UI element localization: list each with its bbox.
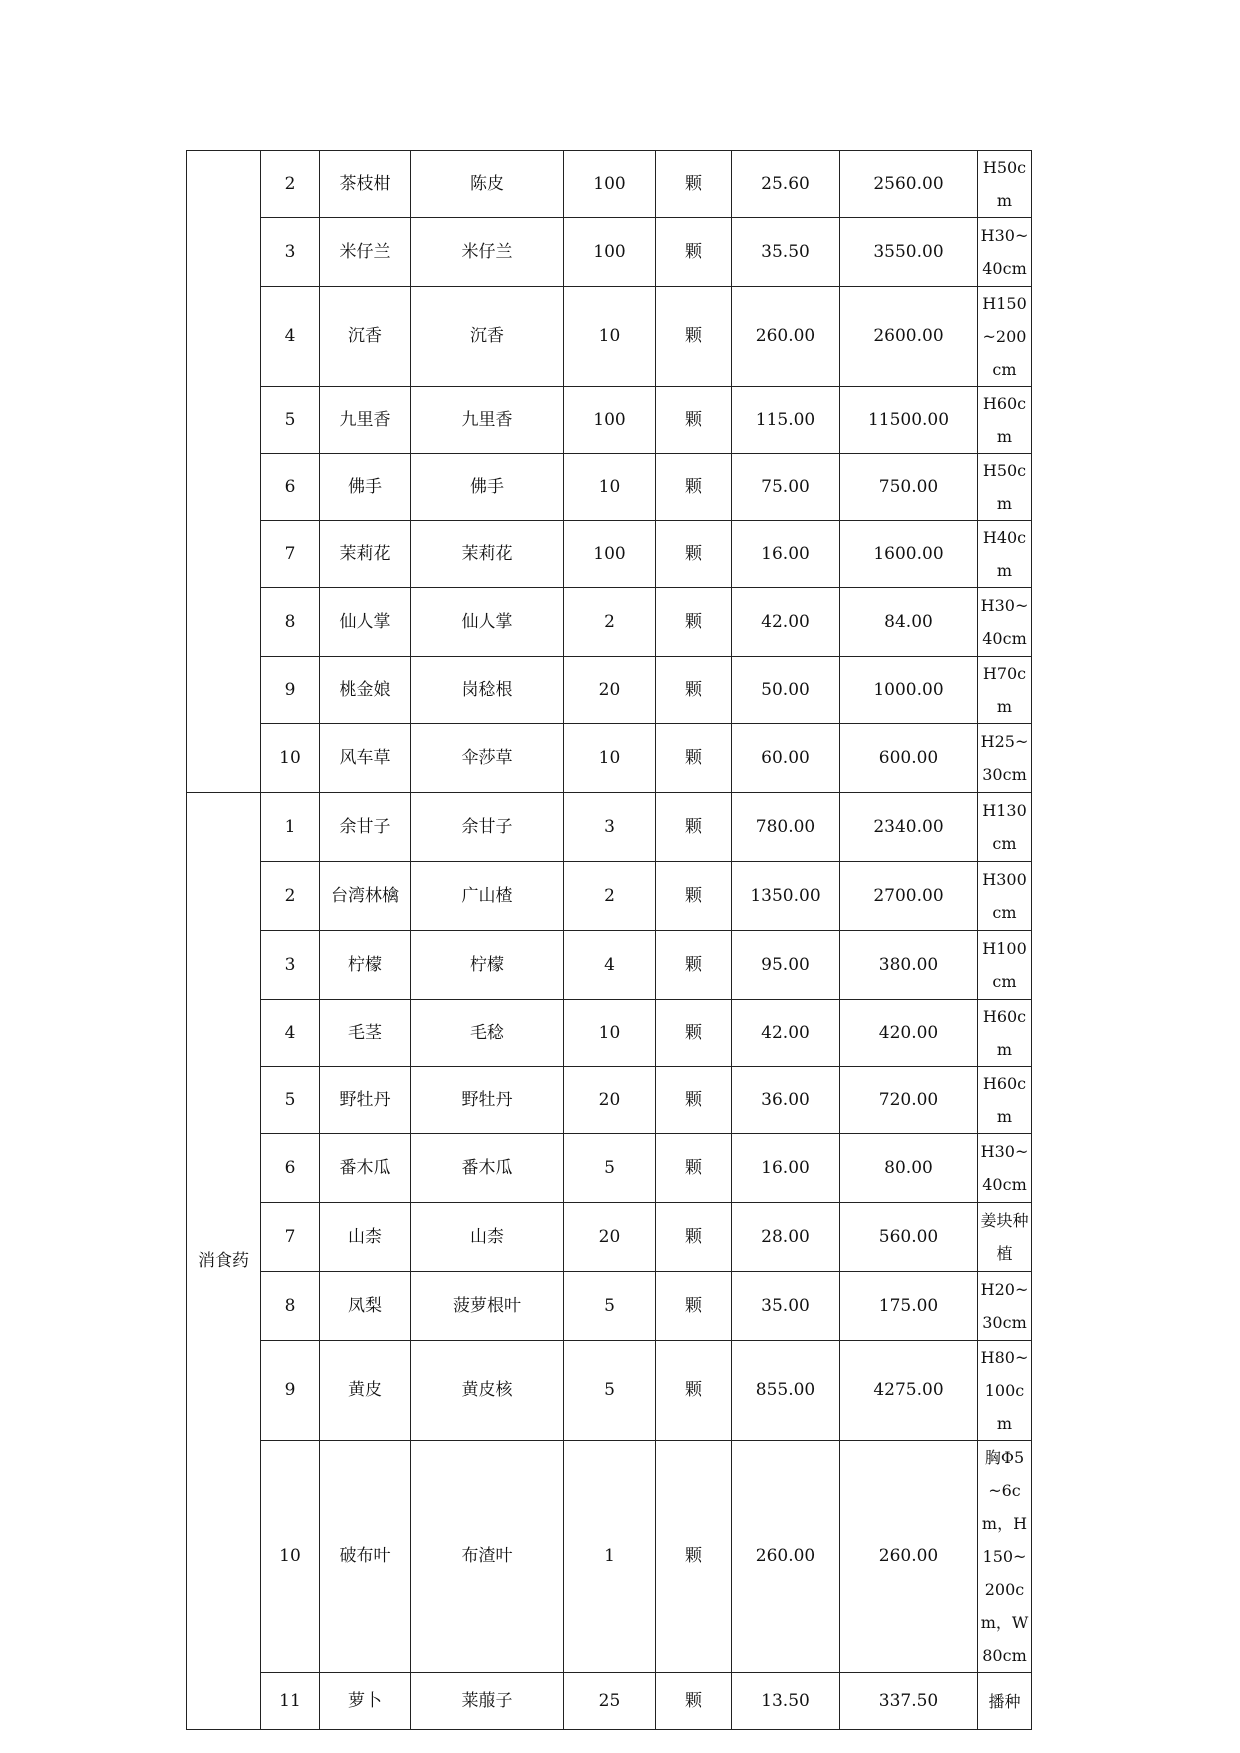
specification-cell: H30~40cm [978, 1134, 1032, 1203]
table-row [187, 724, 1032, 793]
table-row [187, 793, 1032, 862]
unit-price-cell: 25.60 [732, 151, 840, 218]
table-row [187, 1673, 1032, 1730]
total-price-cell: 1600.00 [840, 521, 978, 588]
row-number-cell: 7 [261, 1203, 320, 1272]
quantity-cell: 1 [564, 1441, 656, 1673]
table-row [187, 1067, 1032, 1134]
medicinal-name-cell: 余甘子 [411, 793, 564, 862]
unit-cell: 颗 [656, 287, 732, 387]
specification-cell: H80~100cm [978, 1341, 1032, 1441]
medicinal-name-cell: 佛手 [411, 454, 564, 521]
total-price-cell: 175.00 [840, 1272, 978, 1341]
unit-price-cell: 35.50 [732, 218, 840, 287]
total-price-cell: 11500.00 [840, 387, 978, 454]
specification-cell: H60cm [978, 1000, 1032, 1067]
row-number-cell: 4 [261, 1000, 320, 1067]
unit-cell: 颗 [656, 1134, 732, 1203]
total-price-cell: 260.00 [840, 1441, 978, 1673]
unit-price-cell: 50.00 [732, 657, 840, 724]
total-price-cell: 2700.00 [840, 862, 978, 931]
row-number-cell: 10 [261, 724, 320, 793]
table-row [187, 287, 1032, 387]
unit-cell: 颗 [656, 724, 732, 793]
unit-cell: 颗 [656, 862, 732, 931]
unit-price-cell: 42.00 [732, 588, 840, 657]
total-price-cell: 4275.00 [840, 1341, 978, 1441]
table-row [187, 218, 1032, 287]
unit-cell: 颗 [656, 588, 732, 657]
specification-cell: 姜块种植 [978, 1203, 1032, 1272]
unit-cell: 颗 [656, 793, 732, 862]
medicinal-name-cell: 陈皮 [411, 151, 564, 218]
specification-cell: H300cm [978, 862, 1032, 931]
row-number-cell: 6 [261, 1134, 320, 1203]
table-row [187, 931, 1032, 1000]
medicinal-name-cell: 番木瓜 [411, 1134, 564, 1203]
unit-price-cell: 260.00 [732, 287, 840, 387]
table-row [187, 387, 1032, 454]
unit-cell: 颗 [656, 454, 732, 521]
total-price-cell: 2600.00 [840, 287, 978, 387]
plant-name-cell: 仙人掌 [320, 588, 411, 657]
quantity-cell: 25 [564, 1673, 656, 1730]
quantity-cell: 100 [564, 151, 656, 218]
specification-cell: 播种 [978, 1673, 1032, 1730]
unit-cell: 颗 [656, 1341, 732, 1441]
row-number-cell: 7 [261, 521, 320, 588]
row-number-cell: 10 [261, 1441, 320, 1673]
unit-cell: 颗 [656, 1203, 732, 1272]
quantity-cell: 10 [564, 1000, 656, 1067]
table-row [187, 1203, 1032, 1272]
unit-price-cell: 75.00 [732, 454, 840, 521]
total-price-cell: 560.00 [840, 1203, 978, 1272]
plant-name-cell: 凤梨 [320, 1272, 411, 1341]
plant-name-cell: 桃金娘 [320, 657, 411, 724]
unit-price-cell: 13.50 [732, 1673, 840, 1730]
quantity-cell: 5 [564, 1341, 656, 1441]
unit-cell: 颗 [656, 151, 732, 218]
specification-cell: H20~30cm [978, 1272, 1032, 1341]
specification-cell: H50cm [978, 454, 1032, 521]
table-row [187, 1134, 1032, 1203]
unit-cell: 颗 [656, 1441, 732, 1673]
unit-cell: 颗 [656, 387, 732, 454]
plant-name-cell: 风车草 [320, 724, 411, 793]
medicinal-name-cell: 柠檬 [411, 931, 564, 1000]
unit-price-cell: 780.00 [732, 793, 840, 862]
table-row [187, 862, 1032, 931]
plant-name-cell: 破布叶 [320, 1441, 411, 1673]
specification-cell: H150~200cm [978, 287, 1032, 387]
quantity-cell: 3 [564, 793, 656, 862]
plant-name-cell: 九里香 [320, 387, 411, 454]
table-row [187, 454, 1032, 521]
total-price-cell: 337.50 [840, 1673, 978, 1730]
plant-name-cell: 沉香 [320, 287, 411, 387]
unit-cell: 颗 [656, 931, 732, 1000]
table-row [187, 1000, 1032, 1067]
plant-name-cell: 佛手 [320, 454, 411, 521]
plant-name-cell: 山柰 [320, 1203, 411, 1272]
plant-name-cell: 番木瓜 [320, 1134, 411, 1203]
category-cell [187, 151, 261, 793]
row-number-cell: 11 [261, 1673, 320, 1730]
table-body [187, 151, 1032, 1730]
plant-name-cell: 台湾林檎 [320, 862, 411, 931]
plant-inventory-table [186, 150, 1032, 1730]
specification-cell: H60cm [978, 1067, 1032, 1134]
row-number-cell: 5 [261, 387, 320, 454]
row-number-cell: 4 [261, 287, 320, 387]
row-number-cell: 3 [261, 218, 320, 287]
unit-price-cell: 60.00 [732, 724, 840, 793]
medicinal-name-cell: 九里香 [411, 387, 564, 454]
medicinal-name-cell: 广山楂 [411, 862, 564, 931]
specification-cell: H40cm [978, 521, 1032, 588]
plant-name-cell: 野牡丹 [320, 1067, 411, 1134]
total-price-cell: 3550.00 [840, 218, 978, 287]
unit-cell: 颗 [656, 218, 732, 287]
medicinal-name-cell: 岗稔根 [411, 657, 564, 724]
plant-name-cell: 茶枝柑 [320, 151, 411, 218]
row-number-cell: 1 [261, 793, 320, 862]
specification-cell: H100cm [978, 931, 1032, 1000]
medicinal-name-cell: 沉香 [411, 287, 564, 387]
total-price-cell: 2340.00 [840, 793, 978, 862]
quantity-cell: 4 [564, 931, 656, 1000]
medicinal-name-cell: 仙人掌 [411, 588, 564, 657]
specification-cell: H50cm [978, 151, 1032, 218]
quantity-cell: 10 [564, 287, 656, 387]
total-price-cell: 80.00 [840, 1134, 978, 1203]
medicinal-name-cell: 野牡丹 [411, 1067, 564, 1134]
quantity-cell: 10 [564, 454, 656, 521]
unit-price-cell: 16.00 [732, 1134, 840, 1203]
unit-cell: 颗 [656, 1272, 732, 1341]
row-number-cell: 3 [261, 931, 320, 1000]
unit-cell: 颗 [656, 1000, 732, 1067]
row-number-cell: 8 [261, 1272, 320, 1341]
quantity-cell: 100 [564, 387, 656, 454]
total-price-cell: 380.00 [840, 931, 978, 1000]
table-row [187, 657, 1032, 724]
unit-price-cell: 36.00 [732, 1067, 840, 1134]
unit-price-cell: 260.00 [732, 1441, 840, 1673]
unit-price-cell: 855.00 [732, 1341, 840, 1441]
specification-cell: H130cm [978, 793, 1032, 862]
row-number-cell: 9 [261, 1341, 320, 1441]
row-number-cell: 2 [261, 862, 320, 931]
plant-name-cell: 茉莉花 [320, 521, 411, 588]
row-number-cell: 6 [261, 454, 320, 521]
total-price-cell: 720.00 [840, 1067, 978, 1134]
medicinal-name-cell: 布渣叶 [411, 1441, 564, 1673]
unit-cell: 颗 [656, 521, 732, 588]
specification-cell: 胸Φ5~6cm，H150~200cm，W80cm [978, 1441, 1032, 1673]
medicinal-name-cell: 莱菔子 [411, 1673, 564, 1730]
row-number-cell: 2 [261, 151, 320, 218]
quantity-cell: 100 [564, 218, 656, 287]
total-price-cell: 420.00 [840, 1000, 978, 1067]
medicinal-name-cell: 毛稔 [411, 1000, 564, 1067]
quantity-cell: 10 [564, 724, 656, 793]
quantity-cell: 100 [564, 521, 656, 588]
medicinal-name-cell: 茉莉花 [411, 521, 564, 588]
quantity-cell: 20 [564, 1067, 656, 1134]
unit-cell: 颗 [656, 1067, 732, 1134]
medicinal-name-cell: 伞莎草 [411, 724, 564, 793]
specification-cell: H60cm [978, 387, 1032, 454]
unit-price-cell: 95.00 [732, 931, 840, 1000]
medicinal-name-cell: 山柰 [411, 1203, 564, 1272]
specification-cell: H30~40cm [978, 588, 1032, 657]
table-row [187, 521, 1032, 588]
table-row [187, 151, 1032, 218]
row-number-cell: 9 [261, 657, 320, 724]
quantity-cell: 20 [564, 1203, 656, 1272]
table-row [187, 1272, 1032, 1341]
total-price-cell: 1000.00 [840, 657, 978, 724]
unit-price-cell: 35.00 [732, 1272, 840, 1341]
row-number-cell: 5 [261, 1067, 320, 1134]
plant-name-cell: 柠檬 [320, 931, 411, 1000]
table-row [187, 1441, 1032, 1673]
medicinal-name-cell: 米仔兰 [411, 218, 564, 287]
plant-name-cell: 毛茎 [320, 1000, 411, 1067]
category-cell: 消食药 [187, 793, 261, 1730]
total-price-cell: 750.00 [840, 454, 978, 521]
total-price-cell: 84.00 [840, 588, 978, 657]
total-price-cell: 600.00 [840, 724, 978, 793]
plant-name-cell: 萝卜 [320, 1673, 411, 1730]
unit-price-cell: 16.00 [732, 521, 840, 588]
unit-price-cell: 42.00 [732, 1000, 840, 1067]
unit-cell: 颗 [656, 657, 732, 724]
unit-price-cell: 28.00 [732, 1203, 840, 1272]
specification-cell: H30~40cm [978, 218, 1032, 287]
plant-name-cell: 米仔兰 [320, 218, 411, 287]
plant-name-cell: 余甘子 [320, 793, 411, 862]
quantity-cell: 5 [564, 1272, 656, 1341]
total-price-cell: 2560.00 [840, 151, 978, 218]
plant-name-cell: 黄皮 [320, 1341, 411, 1441]
quantity-cell: 2 [564, 862, 656, 931]
unit-price-cell: 115.00 [732, 387, 840, 454]
medicinal-name-cell: 菠萝根叶 [411, 1272, 564, 1341]
specification-cell: H70cm [978, 657, 1032, 724]
table-row [187, 1341, 1032, 1441]
unit-cell: 颗 [656, 1673, 732, 1730]
medicinal-name-cell: 黄皮核 [411, 1341, 564, 1441]
quantity-cell: 5 [564, 1134, 656, 1203]
row-number-cell: 8 [261, 588, 320, 657]
table-row [187, 588, 1032, 657]
unit-price-cell: 1350.00 [732, 862, 840, 931]
specification-cell: H25~30cm [978, 724, 1032, 793]
quantity-cell: 2 [564, 588, 656, 657]
quantity-cell: 20 [564, 657, 656, 724]
